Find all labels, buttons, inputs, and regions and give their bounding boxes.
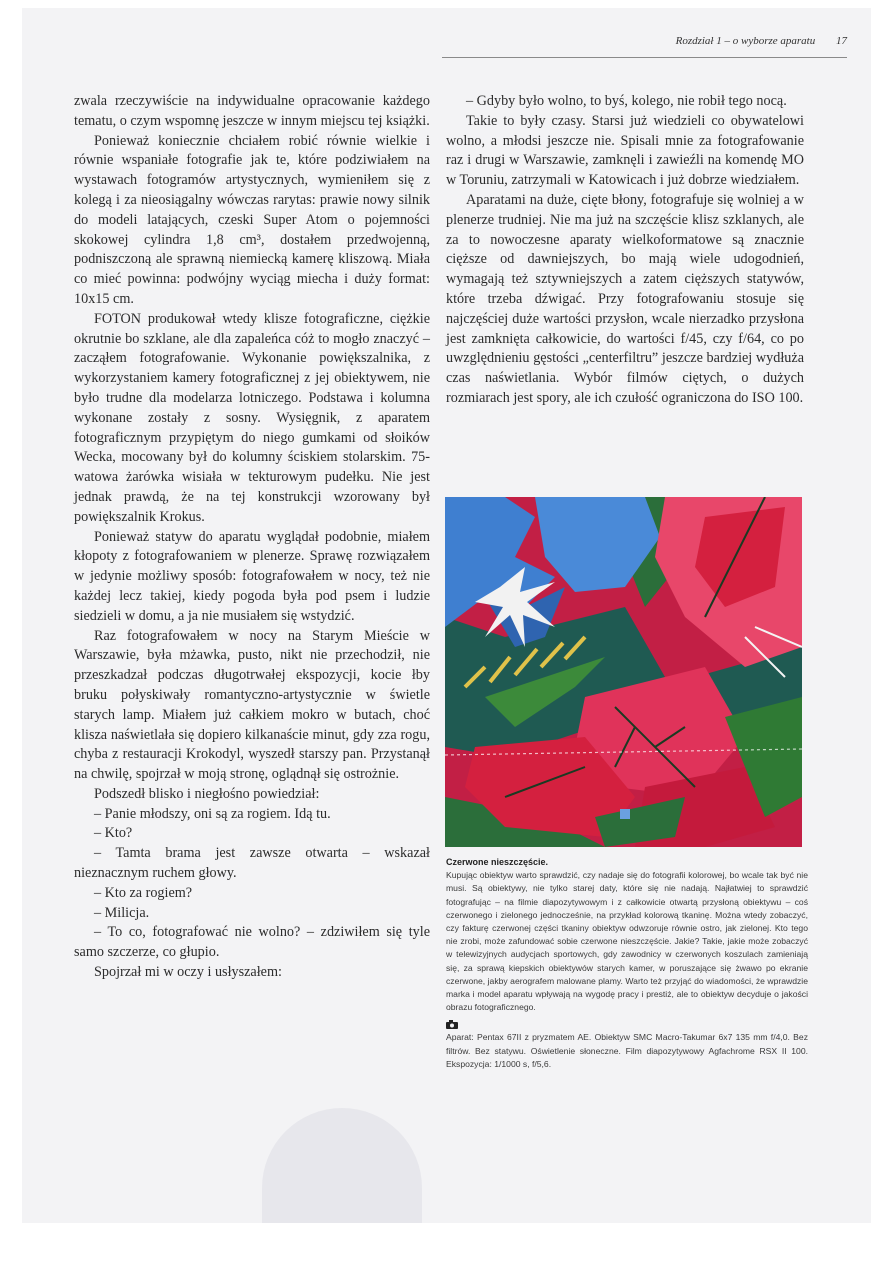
paragraph: – Panie młodszy, oni są za rogiem. Idą tu. bbox=[94, 805, 331, 822]
chapter-title: Rozdział 1 – o wyborze aparatu bbox=[675, 35, 816, 47]
right-text-column bbox=[446, 92, 804, 409]
page-number: 17 bbox=[836, 35, 847, 47]
caption-body: Kupując obiektyw warto sprawdzić, czy nadaje się do fotografii kolorowej, bo wcale tak być nie musi. Są obiektywy, nie tylko starej daty, które się nie nadają. Najłatwiej to sprawdzić fotografując – na filmie diapozytywowym i z całkowicie otwartą przysłoną obiektywu – coś czerwonego i zielonego jednocześnie, na przykład kolorową tkaninę. Można wtedy zobaczyć, czy fakturę czerwonej części tkaniny obiektyw odwzoruje równie ostro, jak zielonej. Kto tego nie zrobi, może zafundować sobie czerwone nieszczęście. Jakie? Takie, jakie może zobaczyć w telewizyjnych audycjach sportowych, gdy zawodnicy w czerwonych koszulach zamieniają się, za sprawą kiepskich obiektywów starych kamer, w poruszające się żwawo po ekranie czerwone, jakby aerografem malowane plamy. Warto też przyjąć do wiadomości, że wprawdzie marka i model aparatu wpływają na wygodę pracy i prestiż, ale to obiektyw decyduje o jakości obrazu fotograficznego. bbox=[446, 870, 808, 1013]
paragraph: – Milicja. bbox=[94, 904, 150, 921]
left-text-column bbox=[74, 92, 430, 983]
running-header bbox=[442, 35, 847, 58]
paragraph: Ponieważ koniecznie chciałem robić równie wielkie i równie wspaniałe fotografie jak te, które podziwiałem na wystawach fotogramów artystycznych, wymieniłem się z kolegą i za nieosiągalny wówczas rarytas: prawie nowy silnik do modeli latających, czeski Super Atom o pojemności skokowej cylindra 1,8 cm³, dostałem przedwojenną, podniszczoną ale sprawną niemiecką kamerę kliszową. Miała co mieć powinna: podwójny wyciąg miecha i duży format: 10x15 cm. bbox=[74, 132, 430, 307]
paragraph: Spojrzał mi w oczy i usłyszałem: bbox=[94, 964, 282, 981]
page-shadow bbox=[262, 1108, 422, 1223]
paragraph: – Kto? bbox=[94, 825, 133, 842]
camera-icon bbox=[446, 1020, 458, 1029]
fabric-photo bbox=[445, 497, 802, 847]
paragraph: Ponieważ statyw do aparatu wyglądał podobnie, miałem kłopoty z fotografowaniem w plenerze. Sprawę rozwiązałem w jedynie możliwy sposób: fotografowałem w nocy, też nie każdej lecz takiej, kiedy pogoda była pod psem i ludzie siedzieli w domu, a ja nie musiałem się wstydzić. bbox=[74, 528, 430, 624]
paragraph: Podszedł blisko i niegłośno powiedział: bbox=[94, 785, 320, 802]
caption-title: Czerwone nieszczęście. bbox=[446, 857, 549, 867]
paragraph: – Tamta brama jest zawsze otwarta – wskazał nieznacznym ruchem głowy. bbox=[74, 845, 430, 882]
book-page bbox=[22, 8, 871, 1223]
paragraph: FOTON produkował wtedy klisze fotograficzne, ciężkie okrutnie bo szklane, ale dla zapaleńca cóż to mogło znaczyć – zacząłem fotografowanie. Wykonanie powiększalnika, z wykorzystaniem kamery fotograficznej z jej obiektywem, nie było trudne dla modelarza lotniczego. Podstawa i kolumna wykonane zostały z sosny. Wysięgnik, z aparatem fotograficznym przypiętym do niego gumkami od słoików Wecka, mocowany był do kolumny ściskiem stolarskim. 75-watowa żarówka wisiała w tekturowym pudełku. Nie jest jednak prawdą, że na tej konstrukcji wzorowany był powiększalnik Krokus. bbox=[74, 310, 430, 525]
photo-caption bbox=[446, 856, 808, 1071]
caption-technical-data: Aparat: Pentax 67II z pryzmatem AE. Obiektyw SMC Macro-Takumar 6x7 135 mm f/4,0. Bez filtrów. Bez statywu. Oświetlenie słoneczne. Film diapozytywowy Agfachrome RSX II 100. Ekspozycja: 1/1000 s, f/5,6. bbox=[446, 1032, 808, 1069]
paragraph: Raz fotografowałem w nocy na Starym Mieście w Warszawie, była mżawka, pusto, nikt nie przechodził, nie przeszkadzał podczas długotrwałej ekspozycji, kocie łby bruku połyskiwały romantyczno-artystycznie w świetle starych lamp. Miałem już całkiem mokro w butach, choć klisza naświetlała się dopiero kilkanaście minut, gdy zza rogu, chyba z restauracji Krokodyl, wyszedł starszy pan. Przystanął na chwilę, spojrzał w moją stronę, oglądnął się ostrożnie. bbox=[74, 627, 430, 783]
paragraph: Takie to były czasy. Starsi już wiedzieli co obywatelowi wolno, a młodsi jeszcze nie. Spisali mnie za fotografowanie raz i drugi w Warszawie, zamknęli i zawieźli na komendę MO w Toruniu, zatrzymali w Katowicach i już dobrze wiedziałem. bbox=[446, 112, 804, 189]
paragraph: – Kto za rogiem? bbox=[94, 884, 193, 901]
paragraph: Aparatami na duże, cięte błony, fotografuje się wolniej a w plenerze trudniej. Nie ma już na szczęście klisz szklanych, ale za to nowoczesne aparaty wielkoformatowe są znacznie cięższe od dawniejszych, bo mają wiele udogodnień, wymagają też sztywniejszych a zatem cięższych statywów, które trzeba dźwigać. Przy fotografowaniu stosuje się najczęściej duże wartości przysłon, wcale nierzadko przysłona jest zamknięta całkowicie, do wartości f/45, czy f/64, co po uwzględnieniu gęstości „centerfiltru” jeszcze bardziej wydłuża czas naświetlania. Wybór filmów ciętych, o dużych rozmiarach jest spory, ale ich czułość ograniczona do ISO 100. bbox=[446, 191, 804, 406]
paragraph: – Gdyby było wolno, to byś, kolego, nie robił tego nocą. bbox=[466, 93, 787, 109]
fabric-illustration bbox=[445, 497, 802, 847]
paragraph: zwala rzeczywiście na indywidualne opracowanie każdego tematu, o czym wspomnę jeszcze w innym miejscu tej książki. bbox=[74, 93, 430, 129]
paragraph: – To co, fotografować nie wolno? – zdziwiłem się tyle samo szczerze, co głupio. bbox=[74, 924, 430, 961]
